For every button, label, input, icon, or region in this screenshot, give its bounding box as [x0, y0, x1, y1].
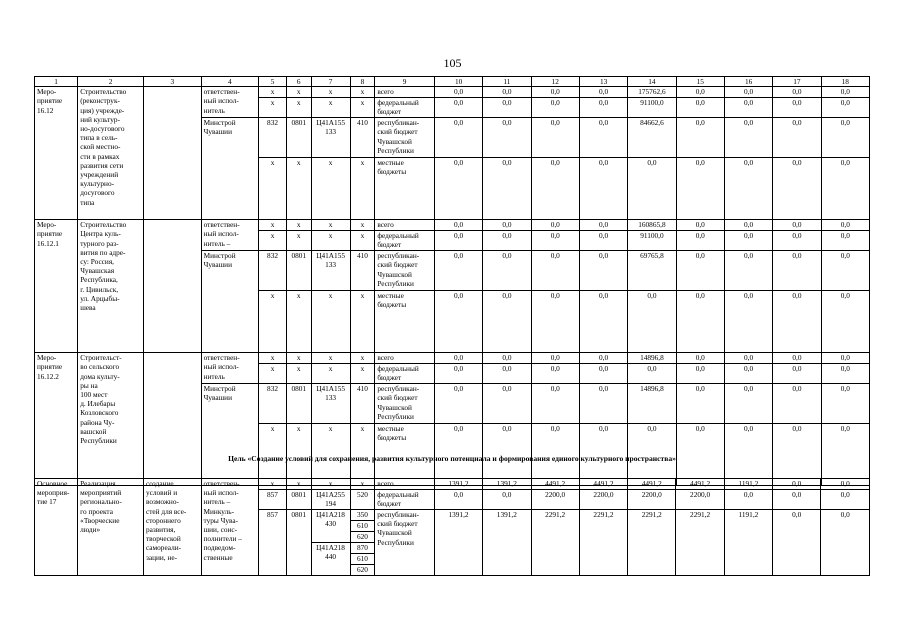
value-cell: 2200,0 — [676, 490, 724, 510]
grbs-cell: 832 — [259, 384, 287, 424]
value-cell: 91100,0 — [628, 231, 676, 251]
value-cell: 0,0 — [724, 251, 772, 291]
value-cell: 0,0 — [821, 220, 869, 231]
value-cell: 0,0 — [724, 158, 772, 220]
funding-source: республикан- ский бюджет Чувашской Республики — [375, 118, 435, 158]
table-row — [35, 220, 870, 231]
column-header: 11 — [483, 77, 531, 87]
value-cell: 1191,2 — [724, 479, 772, 490]
table-row — [35, 479, 870, 490]
funding-source: республикан- ский бюджет Чувашской Республики — [375, 510, 435, 576]
value-cell: 0,0 — [821, 98, 869, 118]
value-cell: 0,0 — [579, 87, 627, 98]
section-cell: 0801 — [286, 118, 311, 158]
value-cell: 0,0 — [483, 291, 531, 353]
column-header: 1 — [35, 77, 78, 87]
value-cell: 0,0 — [724, 490, 772, 510]
value-cell: 0,0 — [579, 291, 627, 353]
table-cell: x — [311, 479, 350, 490]
value-cell: 2291,2 — [676, 510, 724, 576]
value-cell: 0,0 — [773, 158, 821, 220]
value-cell: 0,0 — [483, 220, 531, 231]
value-cell: 0,0 — [724, 231, 772, 251]
header-row — [35, 77, 870, 87]
section-cell: 0801 — [286, 384, 311, 424]
expense-group-cell: x — [350, 424, 375, 486]
value-cell: 0,0 — [434, 424, 482, 486]
value-cell: 0,0 — [628, 158, 676, 220]
value-cell: 4491,2 — [676, 479, 724, 490]
value-cell: 0,0 — [434, 291, 482, 353]
value-cell: 0,0 — [724, 87, 772, 98]
value-cell: 91100,0 — [628, 98, 676, 118]
section-cell: x — [286, 353, 311, 364]
section-cell: x — [286, 364, 311, 384]
goal-row — [35, 452, 870, 479]
table-cell: 610 — [350, 521, 375, 532]
table-cell: x — [259, 479, 287, 490]
value-cell: 0,0 — [531, 231, 579, 251]
grbs-cell: x — [259, 158, 287, 220]
target-article-cell: Ц41А155 133 — [311, 384, 350, 424]
column-header: 7 — [311, 77, 350, 87]
value-cell: 2291,2 — [628, 510, 676, 576]
responsible-cell: ответствен- ный испол- нитель — [201, 87, 259, 118]
value-cell: 0,0 — [579, 231, 627, 251]
page-number: 105 — [443, 56, 462, 70]
budget-table — [34, 76, 870, 486]
value-cell: 0,0 — [676, 220, 724, 231]
column-header: 3 — [144, 77, 202, 87]
value-cell: 1391,2 — [483, 510, 531, 576]
expense-group-cell: x — [350, 364, 375, 384]
target-article-cell: x — [311, 87, 350, 98]
goal-title: Цель «Создание условий для сохранения, развития культурного потенциала и формирования единого культурного пространства» — [228, 454, 676, 463]
value-cell: 84662,6 — [628, 118, 676, 158]
value-cell: 0,0 — [724, 384, 772, 424]
section-cell: 0801 — [286, 251, 311, 291]
value-cell: 0,0 — [483, 490, 531, 510]
target-article-cell: x — [311, 364, 350, 384]
expense-group-cell: x — [350, 231, 375, 251]
value-cell: 2291,2 — [579, 510, 627, 576]
column-header: 14 — [628, 77, 676, 87]
value-cell: 0,0 — [483, 424, 531, 486]
value-cell: 2200,0 — [628, 490, 676, 510]
value-cell: 0,0 — [724, 220, 772, 231]
value-cell: 0,0 — [483, 158, 531, 220]
column-header: 6 — [286, 77, 311, 87]
value-cell: 0,0 — [676, 231, 724, 251]
funding-source: всего — [375, 353, 435, 364]
value-cell: 0,0 — [821, 251, 869, 291]
table-cell: 0801 — [286, 510, 311, 576]
column-header: 10 — [434, 77, 482, 87]
value-cell: 0,0 — [434, 353, 482, 364]
table-cell: 350 — [350, 510, 375, 521]
value-cell: 0,0 — [531, 87, 579, 98]
target-article-cell: x — [311, 291, 350, 353]
value-cell: 0,0 — [579, 364, 627, 384]
executor-cell: Минстрой Чувашии — [201, 118, 259, 220]
grbs-cell: 832 — [259, 118, 287, 158]
measure-name: Строительство (реконструк- ция) учрежде- ний культур- но-досугового типа в сель- ской местно- сти в рамках развития сети учреждений культурно- досугового типа — [78, 87, 144, 220]
measure-code: Основное мероприя- тие 17 — [35, 479, 78, 576]
table-cell: Ц41А218 440 — [311, 543, 350, 576]
section-cell: x — [286, 424, 311, 486]
column-header: 9 — [375, 77, 435, 87]
table-cell: Ц41А218 430 — [311, 510, 350, 543]
value-cell: 1391,2 — [434, 510, 482, 576]
column-header: 18 — [821, 77, 869, 87]
value-cell: 0,0 — [628, 424, 676, 486]
expense-group-cell: x — [350, 87, 375, 98]
value-cell: 4491,2 — [531, 479, 579, 490]
value-cell: 14896,8 — [628, 353, 676, 364]
column-header: 13 — [579, 77, 627, 87]
expense-group-cell: 410 — [350, 384, 375, 424]
value-cell: 0,0 — [773, 479, 821, 490]
expense-group-cell: x — [350, 158, 375, 220]
column-header: 8 — [350, 77, 375, 87]
expense-group-cell: x — [350, 98, 375, 118]
funding-source: местные бюджеты — [375, 424, 435, 486]
measure-name: Строительство Центра куль- турного раз- вития по адре- су: Россия, Чувашская Республика, г. Цивильск, ул. Арцыбы- шева — [78, 220, 144, 353]
value-cell: 0,0 — [724, 98, 772, 118]
value-cell: 0,0 — [773, 364, 821, 384]
value-cell: 0,0 — [434, 231, 482, 251]
value-cell: 0,0 — [483, 98, 531, 118]
value-cell: 0,0 — [434, 98, 482, 118]
value-cell: 0,0 — [434, 364, 482, 384]
value-cell: 0,0 — [676, 87, 724, 98]
value-cell: 0,0 — [531, 291, 579, 353]
value-cell: 0,0 — [773, 98, 821, 118]
section-cell: x — [286, 291, 311, 353]
funding-source: федеральный бюджет — [375, 98, 435, 118]
section-cell: x — [286, 158, 311, 220]
value-cell: 69765,8 — [628, 251, 676, 291]
value-cell: 0,0 — [724, 118, 772, 158]
value-cell: 0,0 — [724, 353, 772, 364]
value-cell: 0,0 — [676, 364, 724, 384]
expense-group-cell: x — [350, 291, 375, 353]
value-cell: 0,0 — [821, 118, 869, 158]
table-cell: x — [350, 479, 375, 490]
value-cell: 0,0 — [434, 158, 482, 220]
funding-source: всего — [375, 87, 435, 98]
value-cell: 0,0 — [821, 291, 869, 353]
table-cell: Ц41А255 194 — [311, 490, 350, 510]
table-row — [35, 87, 870, 98]
value-cell: 0,0 — [483, 251, 531, 291]
value-cell: 0,0 — [531, 118, 579, 158]
value-cell: 0,0 — [483, 87, 531, 98]
section-cell: x — [286, 98, 311, 118]
value-cell: 0,0 — [821, 87, 869, 98]
value-cell: 0,0 — [773, 291, 821, 353]
responsible-cell: ответствен- ный испол- нитель – — [201, 220, 259, 251]
value-cell: 4491,2 — [628, 479, 676, 490]
column-header: 4 — [201, 77, 259, 87]
table-cell: 520 — [350, 490, 375, 510]
responsible-cell: ответствен- ный испол- нитель – Минкуль- туры Чува- шии, соис- полнители – подведом- ственные — [201, 479, 259, 576]
value-cell: 0,0 — [531, 98, 579, 118]
value-cell: 0,0 — [676, 384, 724, 424]
funding-source: местные бюджеты — [375, 291, 435, 353]
value-cell: 0,0 — [676, 158, 724, 220]
value-cell: 0,0 — [579, 118, 627, 158]
value-cell: 0,0 — [579, 220, 627, 231]
target-article-cell: Ц41А155 133 — [311, 118, 350, 158]
grbs-cell: x — [259, 98, 287, 118]
value-cell: 0,0 — [821, 510, 870, 576]
expense-group-cell: x — [350, 353, 375, 364]
column-header: 5 — [259, 77, 287, 87]
responsible-cell: ответствен- ный испол- нитель — [201, 353, 259, 384]
value-cell: 0,0 — [531, 220, 579, 231]
executor-cell: Минстрой Чувашии — [201, 384, 259, 486]
target-article-cell: x — [311, 98, 350, 118]
value-cell: 0,0 — [434, 384, 482, 424]
column-header: 2 — [78, 77, 144, 87]
value-cell: 0,0 — [676, 118, 724, 158]
value-cell: 0,0 — [628, 364, 676, 384]
grbs-cell: x — [259, 424, 287, 486]
value-cell: 0,0 — [483, 353, 531, 364]
goal-cell — [144, 220, 202, 353]
value-cell: 0,0 — [579, 384, 627, 424]
value-cell: 0,0 — [483, 118, 531, 158]
value-cell: 0,0 — [483, 364, 531, 384]
funding-source: всего — [375, 479, 435, 490]
value-cell: 0,0 — [773, 384, 821, 424]
target-article-cell: x — [311, 424, 350, 486]
value-cell: 0,0 — [724, 291, 772, 353]
value-cell: 1391,2 — [483, 479, 531, 490]
section-cell: x — [286, 231, 311, 251]
funding-source: республикан- ский бюджет Чувашской Республики — [375, 384, 435, 424]
value-cell: 0,0 — [628, 291, 676, 353]
value-cell: 0,0 — [821, 384, 869, 424]
value-cell: 0,0 — [434, 251, 482, 291]
executor-cell: Минстрой Чувашии — [201, 251, 259, 353]
table-cell: x — [286, 479, 311, 490]
value-cell: 0,0 — [579, 353, 627, 364]
table-row — [35, 353, 870, 364]
value-cell: 0,0 — [676, 251, 724, 291]
measure-code: Меро- приятие 16.12 — [35, 87, 78, 220]
value-cell: 0,0 — [676, 98, 724, 118]
value-cell: 0,0 — [773, 87, 821, 98]
table-cell: 620 — [350, 565, 375, 576]
value-cell: 0,0 — [676, 424, 724, 486]
value-cell: 0,0 — [676, 291, 724, 353]
table-cell: 0801 — [286, 490, 311, 510]
funding-source: федеральный бюджет — [375, 490, 435, 510]
measure-code: Меро- приятие 16.12.2 — [35, 353, 78, 486]
funding-source: республикан- ский бюджет Чувашской Республики — [375, 251, 435, 291]
value-cell: 0,0 — [821, 424, 869, 486]
value-cell: 175762,6 — [628, 87, 676, 98]
value-cell: 0,0 — [773, 220, 821, 231]
value-cell: 0,0 — [724, 364, 772, 384]
funding-source: федеральный бюджет — [375, 364, 435, 384]
value-cell: 0,0 — [434, 87, 482, 98]
grbs-cell: 832 — [259, 251, 287, 291]
table-cell: 857 — [259, 490, 287, 510]
target-article-cell: Ц41А155 133 — [311, 251, 350, 291]
table-cell: 857 — [259, 510, 287, 576]
grbs-cell: x — [259, 231, 287, 251]
table-cell: 610 — [350, 554, 375, 565]
grbs-cell: x — [259, 87, 287, 98]
value-cell: 0,0 — [773, 353, 821, 364]
section-cell: x — [286, 87, 311, 98]
value-cell: 0,0 — [434, 220, 482, 231]
value-cell: 1191,2 — [724, 510, 772, 576]
measure-name: Строительст- во сельского дома культу- ры на 100 мест д. Илебары Козловского района Чу- вашской Республики — [78, 353, 144, 486]
expense-group-cell: 410 — [350, 118, 375, 158]
value-cell: 0,0 — [821, 231, 869, 251]
value-cell: 160865,8 — [628, 220, 676, 231]
value-cell: 0,0 — [773, 231, 821, 251]
value-cell: 0,0 — [579, 158, 627, 220]
value-cell: 0,0 — [821, 490, 870, 510]
value-cell: 0,0 — [773, 251, 821, 291]
funding-source: местные бюджеты — [375, 158, 435, 220]
measure-name: Реализация мероприятий регионально- го проекта «Творческие люди» — [78, 479, 144, 576]
value-cell: 0,0 — [531, 384, 579, 424]
column-header: 12 — [531, 77, 579, 87]
value-cell: 2200,0 — [579, 490, 627, 510]
value-cell: 0,0 — [531, 251, 579, 291]
column-header: 17 — [773, 77, 821, 87]
value-cell: 14896,8 — [628, 384, 676, 424]
value-cell: 0,0 — [531, 364, 579, 384]
goal-cell — [144, 87, 202, 220]
value-cell: 0,0 — [821, 158, 869, 220]
target-article-cell: x — [311, 353, 350, 364]
target-article-cell: x — [311, 220, 350, 231]
value-cell: 0,0 — [773, 118, 821, 158]
value-cell: 0,0 — [773, 490, 821, 510]
table-cell: 870 — [350, 543, 375, 554]
value-cell: 0,0 — [821, 353, 869, 364]
funding-source: федеральный бюджет — [375, 231, 435, 251]
column-header: 15 — [676, 77, 724, 87]
value-cell: 0,0 — [773, 510, 821, 576]
target-article-cell: x — [311, 231, 350, 251]
value-cell: 0,0 — [483, 231, 531, 251]
value-cell: 0,0 — [579, 424, 627, 486]
value-cell: 0,0 — [773, 424, 821, 486]
grbs-cell: x — [259, 220, 287, 231]
expense-group-cell: x — [350, 220, 375, 231]
value-cell: 0,0 — [434, 490, 482, 510]
value-cell: 0,0 — [821, 479, 870, 490]
column-header: 16 — [724, 77, 772, 87]
value-cell: 0,0 — [434, 118, 482, 158]
value-cell: 0,0 — [531, 353, 579, 364]
value-cell: 0,0 — [724, 424, 772, 486]
section-cell: x — [286, 220, 311, 231]
value-cell: 4491,2 — [579, 479, 627, 490]
grbs-cell: x — [259, 353, 287, 364]
value-cell: 0,0 — [676, 353, 724, 364]
value-cell: 0,0 — [579, 98, 627, 118]
value-cell: 1391,2 — [434, 479, 482, 490]
value-cell: 2291,2 — [531, 510, 579, 576]
goal-table — [34, 452, 870, 576]
value-cell: 0,0 — [483, 384, 531, 424]
value-cell: 0,0 — [821, 364, 869, 384]
value-cell: 0,0 — [531, 424, 579, 486]
grbs-cell: x — [259, 291, 287, 353]
goal-cell: создание условий и возможно- стей для все- стороннего развития, творческой самореали- зации, не- — [143, 479, 201, 576]
value-cell: 2200,0 — [531, 490, 579, 510]
expense-group-cell: 410 — [350, 251, 375, 291]
table-cell: 620 — [350, 532, 375, 543]
measure-code: Меро- приятие 16.12.1 — [35, 220, 78, 353]
funding-source: всего — [375, 220, 435, 231]
value-cell: 0,0 — [531, 158, 579, 220]
target-article-cell: x — [311, 158, 350, 220]
value-cell: 0,0 — [579, 251, 627, 291]
grbs-cell: x — [259, 364, 287, 384]
